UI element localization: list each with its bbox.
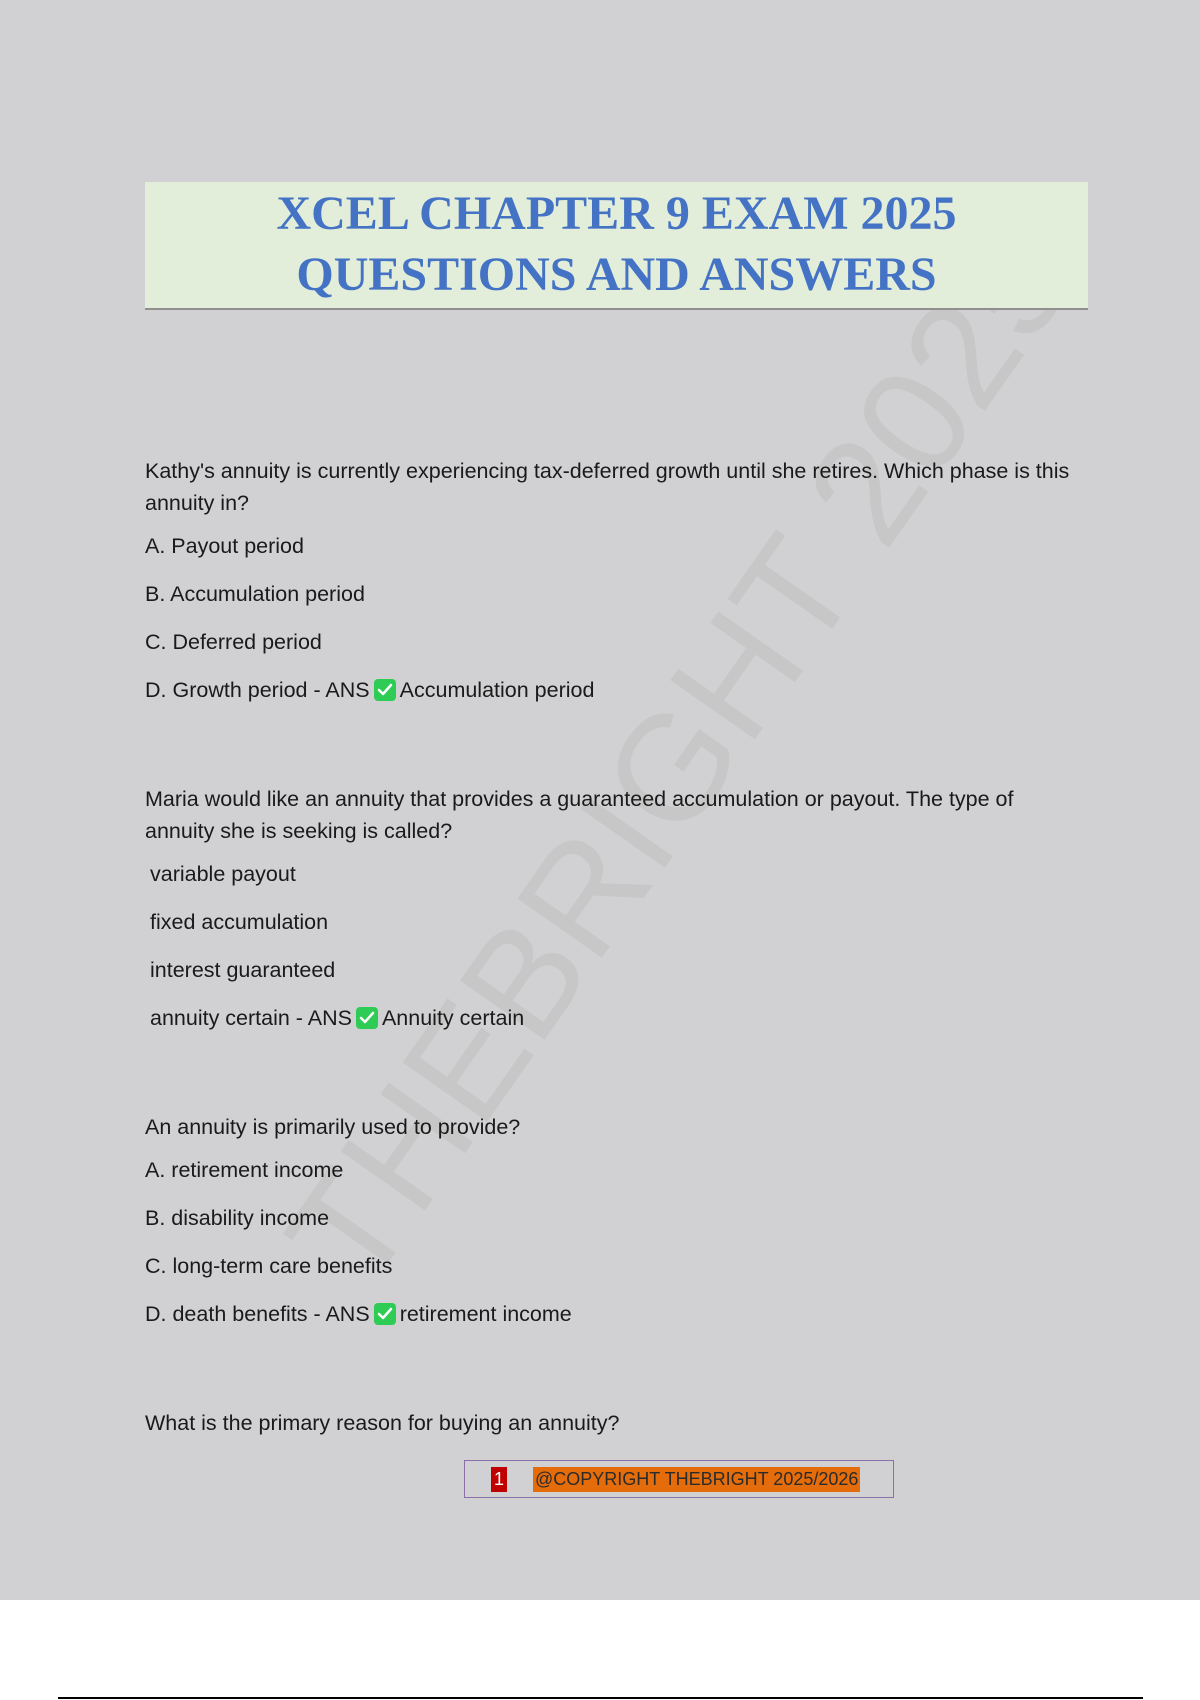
- title-line-1: XCEL CHAPTER 9 EXAM 2025: [276, 187, 957, 240]
- option-c: C. long-term care benefits: [145, 1254, 393, 1278]
- page-footer: [464, 1460, 894, 1498]
- option-b: B. Accumulation period: [145, 582, 365, 606]
- answer-text: retirement income: [399, 1302, 572, 1326]
- option-d-with-answer: [145, 1301, 1085, 1327]
- check-mark-icon: [374, 1303, 396, 1325]
- copyright-notice: @COPYRIGHT THEBRIGHT 2025/2026: [533, 1467, 860, 1492]
- option-a: A. Payout period: [145, 534, 304, 558]
- question-text: Kathy's annuity is currently experiencing tax-deferred growth until she retires. Which phase is this annuity in?: [145, 459, 1070, 515]
- option-4: annuity certain - ANS: [150, 1006, 352, 1030]
- check-mark-icon: [356, 1007, 378, 1029]
- option-4-with-answer: [145, 1005, 1085, 1031]
- answer-text: Annuity certain: [381, 1006, 525, 1030]
- option-2: fixed accumulation: [150, 910, 329, 934]
- question-text: An annuity is primarily used to provide?: [145, 1115, 521, 1139]
- option-b: B. disability income: [145, 1206, 330, 1230]
- option-c: C. Deferred period: [145, 630, 322, 654]
- option-1: variable payout: [150, 862, 296, 886]
- divider: [58, 1697, 1143, 1699]
- page-number: 1: [491, 1467, 507, 1492]
- option-d: D. death benefits - ANS: [145, 1302, 370, 1326]
- option-d-with-answer: [145, 677, 1085, 703]
- question-text: What is the primary reason for buying an annuity?: [145, 1411, 620, 1435]
- check-mark-icon: [374, 679, 396, 701]
- option-a: A. retirement income: [145, 1158, 344, 1182]
- question-list: [145, 455, 1085, 1453]
- option-3: interest guaranteed: [150, 958, 336, 982]
- question-text: Maria would like an annuity that provides a guaranteed accumulation or payout. The type of annuity she is seeking is called?: [145, 787, 1014, 843]
- answer-text: Accumulation period: [399, 678, 595, 702]
- title-line-2: QUESTIONS AND ANSWERS: [296, 248, 937, 301]
- option-d: D. Growth period - ANS: [145, 678, 370, 702]
- title-banner: [145, 182, 1088, 310]
